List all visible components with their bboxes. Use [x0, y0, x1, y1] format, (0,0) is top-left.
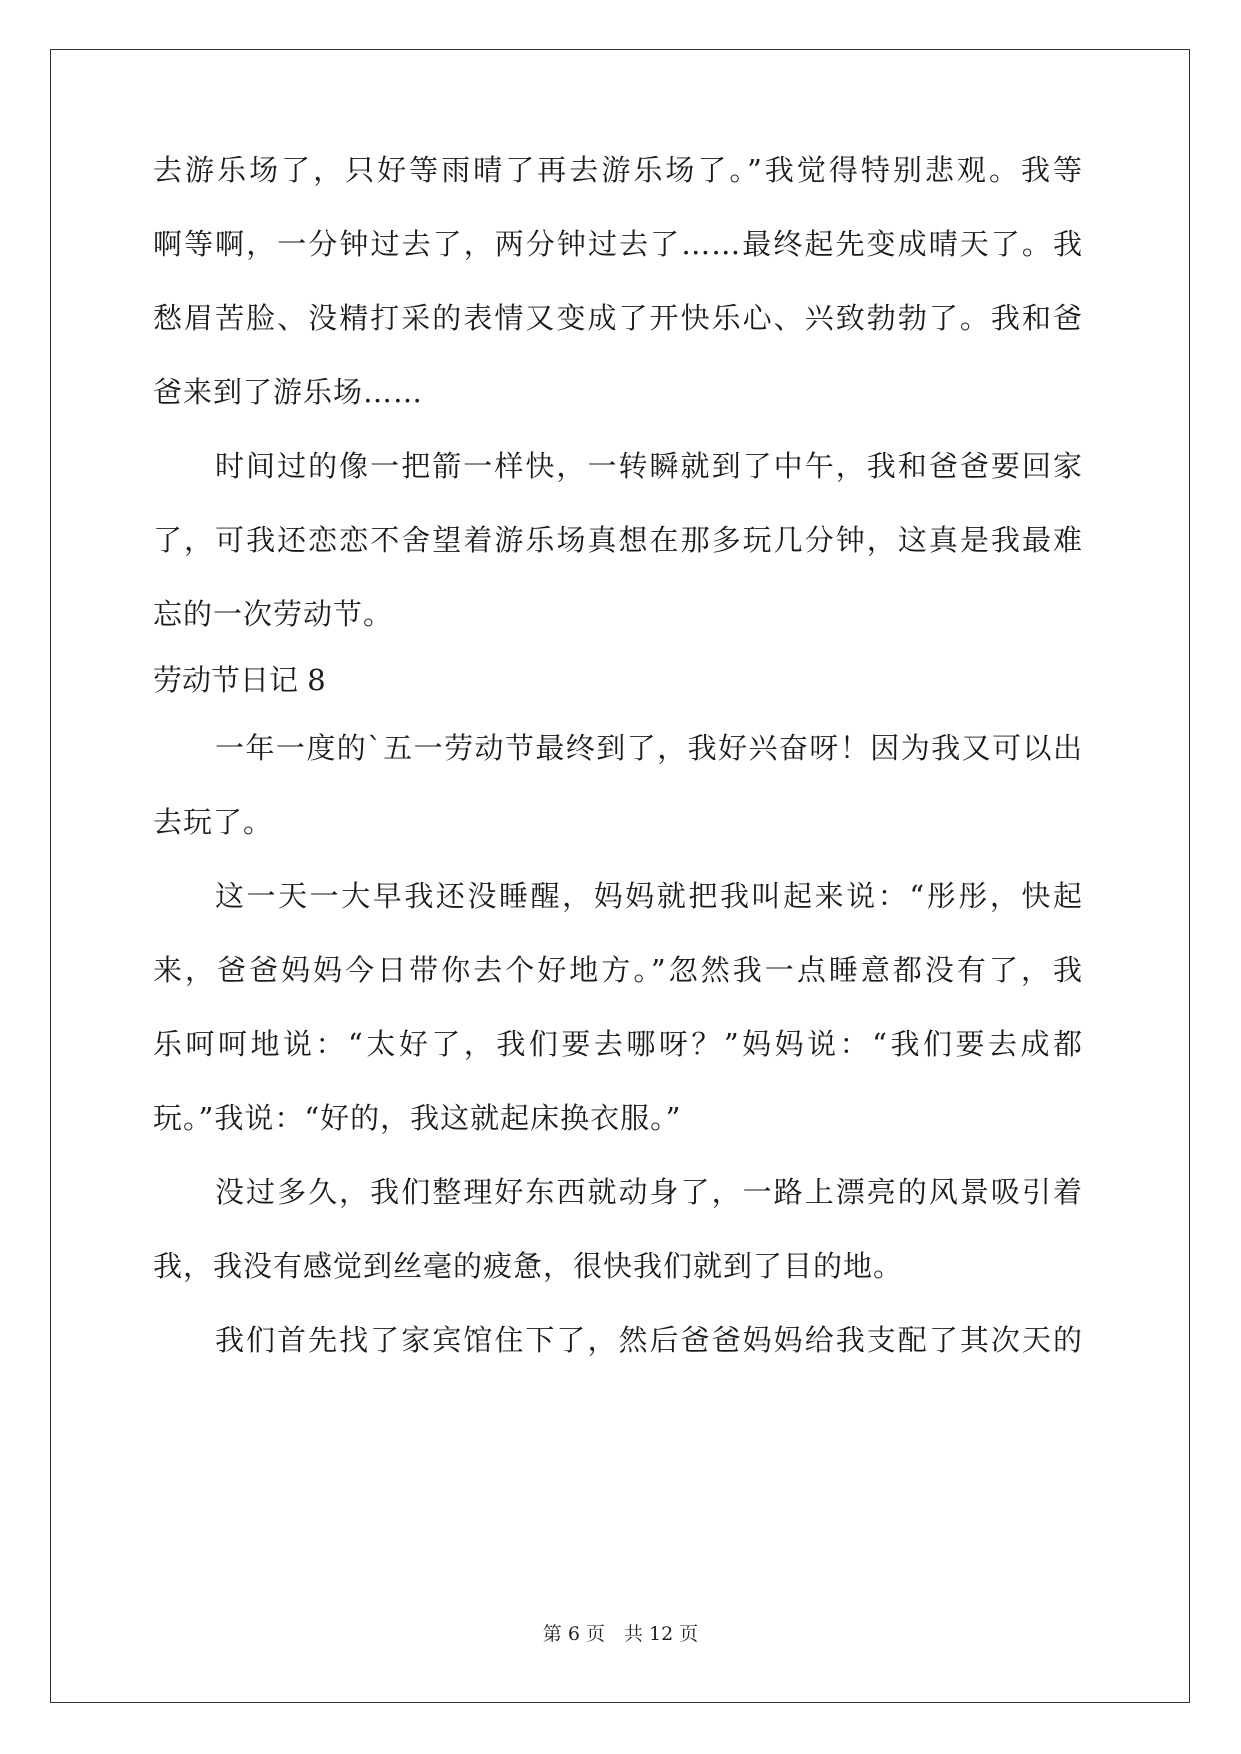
- paragraph-start-line: 一年一度的`五一劳动节最终到了，我好兴奋呀！因为我又可以出: [215, 731, 1083, 765]
- page-footer: 第 6 页 共 12 页: [542, 1623, 699, 1645]
- text-line: 去玩了。: [153, 805, 274, 839]
- text-line: 去游乐场了，只好等雨晴了再去游乐场了。”我觉得特别悲观。我等: [153, 153, 1083, 187]
- text-line: 爸来到了游乐场……: [153, 375, 424, 409]
- text-line: 我，我没有感觉到丝毫的疲惫，很快我们就到了目的地。: [153, 1249, 904, 1283]
- text-line: 玩。”我说：“好的，我这就起床换衣服。”: [153, 1101, 682, 1135]
- text-line: 来，爸爸妈妈今日带你去个好地方。”忽然我一点睡意都没有了，我: [153, 953, 1083, 987]
- paragraph-start-line: 时间过的像一把箭一样快，一转瞬就到了中午，我和爸爸要回家: [215, 449, 1083, 483]
- text-line: 愁眉苦脸、没精打采的表情又变成了开快乐心、兴致勃勃了。我和爸: [153, 301, 1083, 335]
- paragraph-start-line: 没过多久，我们整理好东西就动身了，一路上漂亮的风景吸引着: [215, 1175, 1083, 1209]
- text-line: 乐呵呵地说：“太好了，我们要去哪呀？”妈妈说：“我们要去成都: [153, 1027, 1083, 1061]
- paragraph-start-line: 我们首先找了家宾馆住下了，然后爸爸妈妈给我支配了其次天的: [215, 1323, 1083, 1357]
- text-line: 了，可我还恋恋不舍望着游乐场真想在那多玩几分钟，这真是我最难: [153, 523, 1083, 557]
- text-line: 忘的一次劳动节。: [153, 597, 394, 631]
- section-heading: 劳动节日记 8: [153, 663, 326, 697]
- paragraph-start-line: 这一天一大早我还没睡醒，妈妈就把我叫起来说：“彤彤，快起: [215, 879, 1083, 913]
- text-line: 啊等啊，一分钟过去了，两分钟过去了……最终起先变成晴天了。我: [153, 227, 1083, 261]
